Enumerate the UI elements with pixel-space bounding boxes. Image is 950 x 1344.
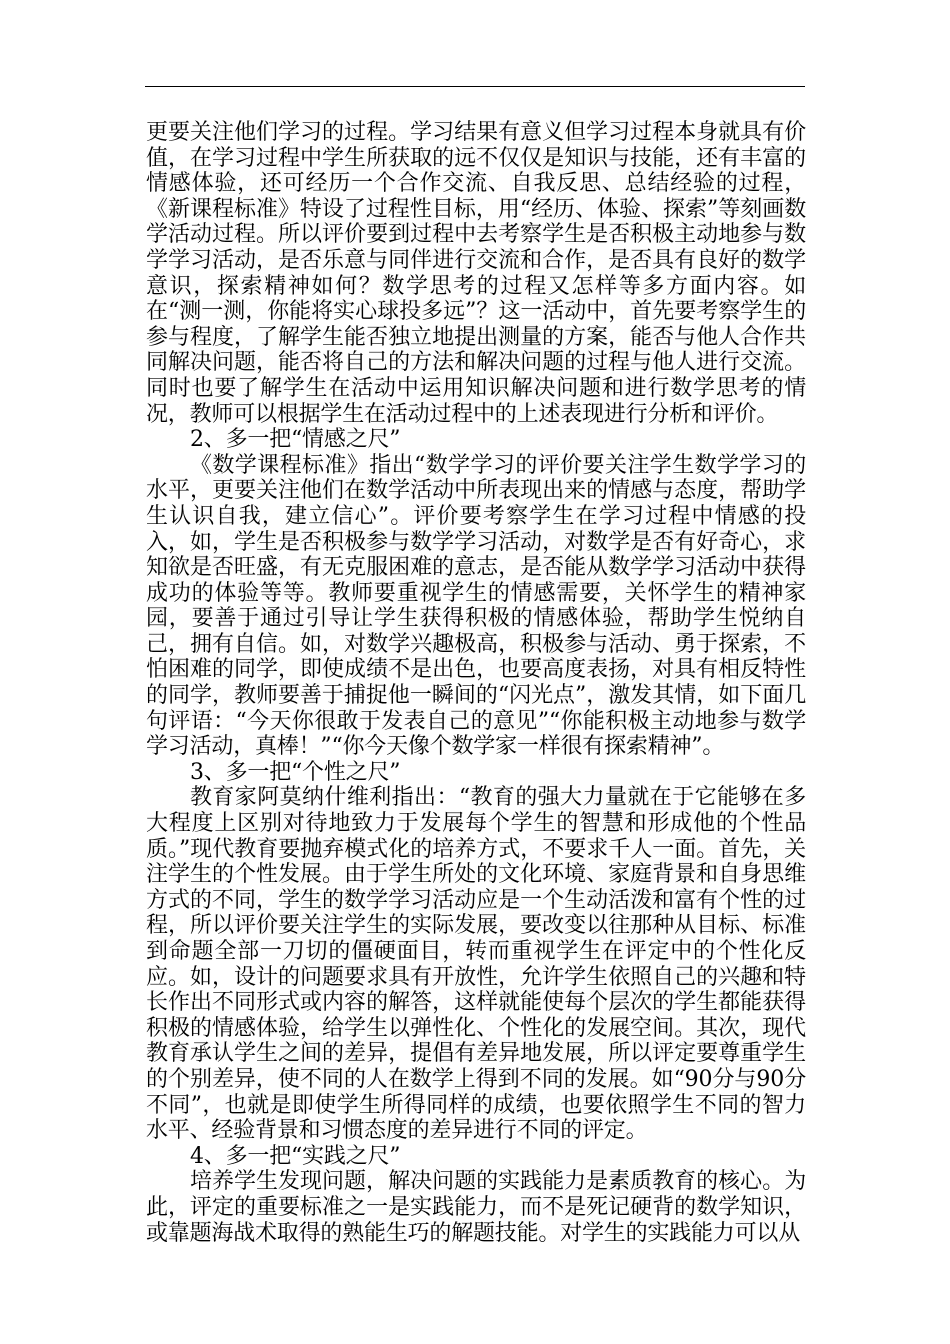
section-heading-emotion: 2、多一把“情感之尺” xyxy=(190,427,401,453)
paragraph-process-evaluation: 更要关注他们学习的过程。学习结果有意义但学习过程本身就具有价值，在学习过程中学生所获取的远不仅仅是知识与技能，还有丰富的情感体验，还可经历一个合作交流、自我反思、总结经验的过程，《新课程标准》特设了过程性目标，用“经历、体验、探索”等刻画数学活动过程。所以评价要到过程中去考察学生是否积极主动地参与数学学习活动，是否乐意与同伴进行交流和合作，是否具有良好的数学意识，探索精神如何？数学思考的过程又怎样等多方面内容。如在“测一测，你能将实心球投多远”？这一活动中，首先要考察学生的参与程度，了解学生能否独立地提出测量的方案，能否与他人合作共同解决问题，能否将自己的方法和解决问题的过程与他人进行交流。同时也要了解学生在活动中运用知识解决问题和进行数学思考的情况，教师可以根据学生在活动过程中的上述表现进行分析和评价。 xyxy=(146,120,806,427)
section-heading-practice: 4、多一把“实践之尺” xyxy=(190,1143,401,1169)
paragraph-emotion-evaluation: 《数学课程标准》指出“数学学习的评价要关注学生数学学习的水平，更要关注他们在数学活动中所表现出来的情感与态度，帮助学生认识自我，建立信心”。评价要考察学生在学习过程中情感的投入，如，学生是否积极参与数学学习活动，对数学是否有好奇心，求知欲是否旺盛，有无克服困难的意志，是否能从数学学习活动中获得成功的体验等等。教师要重视学生的情感需要，关怀学生的精神家园，要善于通过引导让学生获得积极的情感体验，帮助学生悦纳自己，拥有自信。如，对数学兴趣极高，积极参与活动、勇于探索，不怕困难的同学，即使成绩不是出色，也要高度表扬，对具有相反特性的同学，教师要善于捕捉他一瞬间的“闪光点”，激发其情，如下面几句评语：“今天你很敢于发表自己的意见”“你能积极主动地参与数学学习活动，真棒！”“你今天像个数学家一样很有探索精神”。 xyxy=(146,452,806,760)
document-body xyxy=(146,120,806,1246)
paragraph-practice-evaluation: 培养学生发现问题，解决问题的实践能力是素质教育的核心。为此，评定的重要标准之一是实践能力，而不是死记硬背的数学知识，或靠题海战术取得的熟能生巧的解题技能。对学生的实践能力可以从 xyxy=(146,1169,806,1246)
section-heading-personality: 3、多一把“个性之尺” xyxy=(190,759,401,785)
paragraph-personality-evaluation: 教育家阿莫纳什维利指出：“教育的强大力量就在于它能够在多大程度上区别对待地致力于发展每个学生的智慧和形成他的个性品质。”现代教育要抛弃模式化的培养方式，不要求千人一面。首先，关注学生的个性发展。由于学生所处的文化环境、家庭背景和自身思维方式的不同，学生的数学学习活动应是一个生动活泼和富有个性的过程，所以评价要关注学生的实际发展，要改变以往那种从目标、标准到命题全部一刀切的僵硬面目，转而重视学生在评定中的个性化反应。如，设计的问题要求具有开放性，允许学生依照自己的兴趣和特长作出不同形式或内容的解答，这样就能使每个层次的学生都能获得积极的情感体验，给学生以弹性化、个性化的发展空间。其次，现代教育承认学生之间的差异，提倡有差异地发展，所以评定要尊重学生的个别差异，使不同的人在数学上得到不同的发展。如“90分与90分不同”，也就是即使学生所得同样的成绩，也要依照学生不同的智力水平、经验背景和习惯态度的差异进行不同的评定。 xyxy=(146,785,806,1144)
header-rule xyxy=(145,86,805,87)
